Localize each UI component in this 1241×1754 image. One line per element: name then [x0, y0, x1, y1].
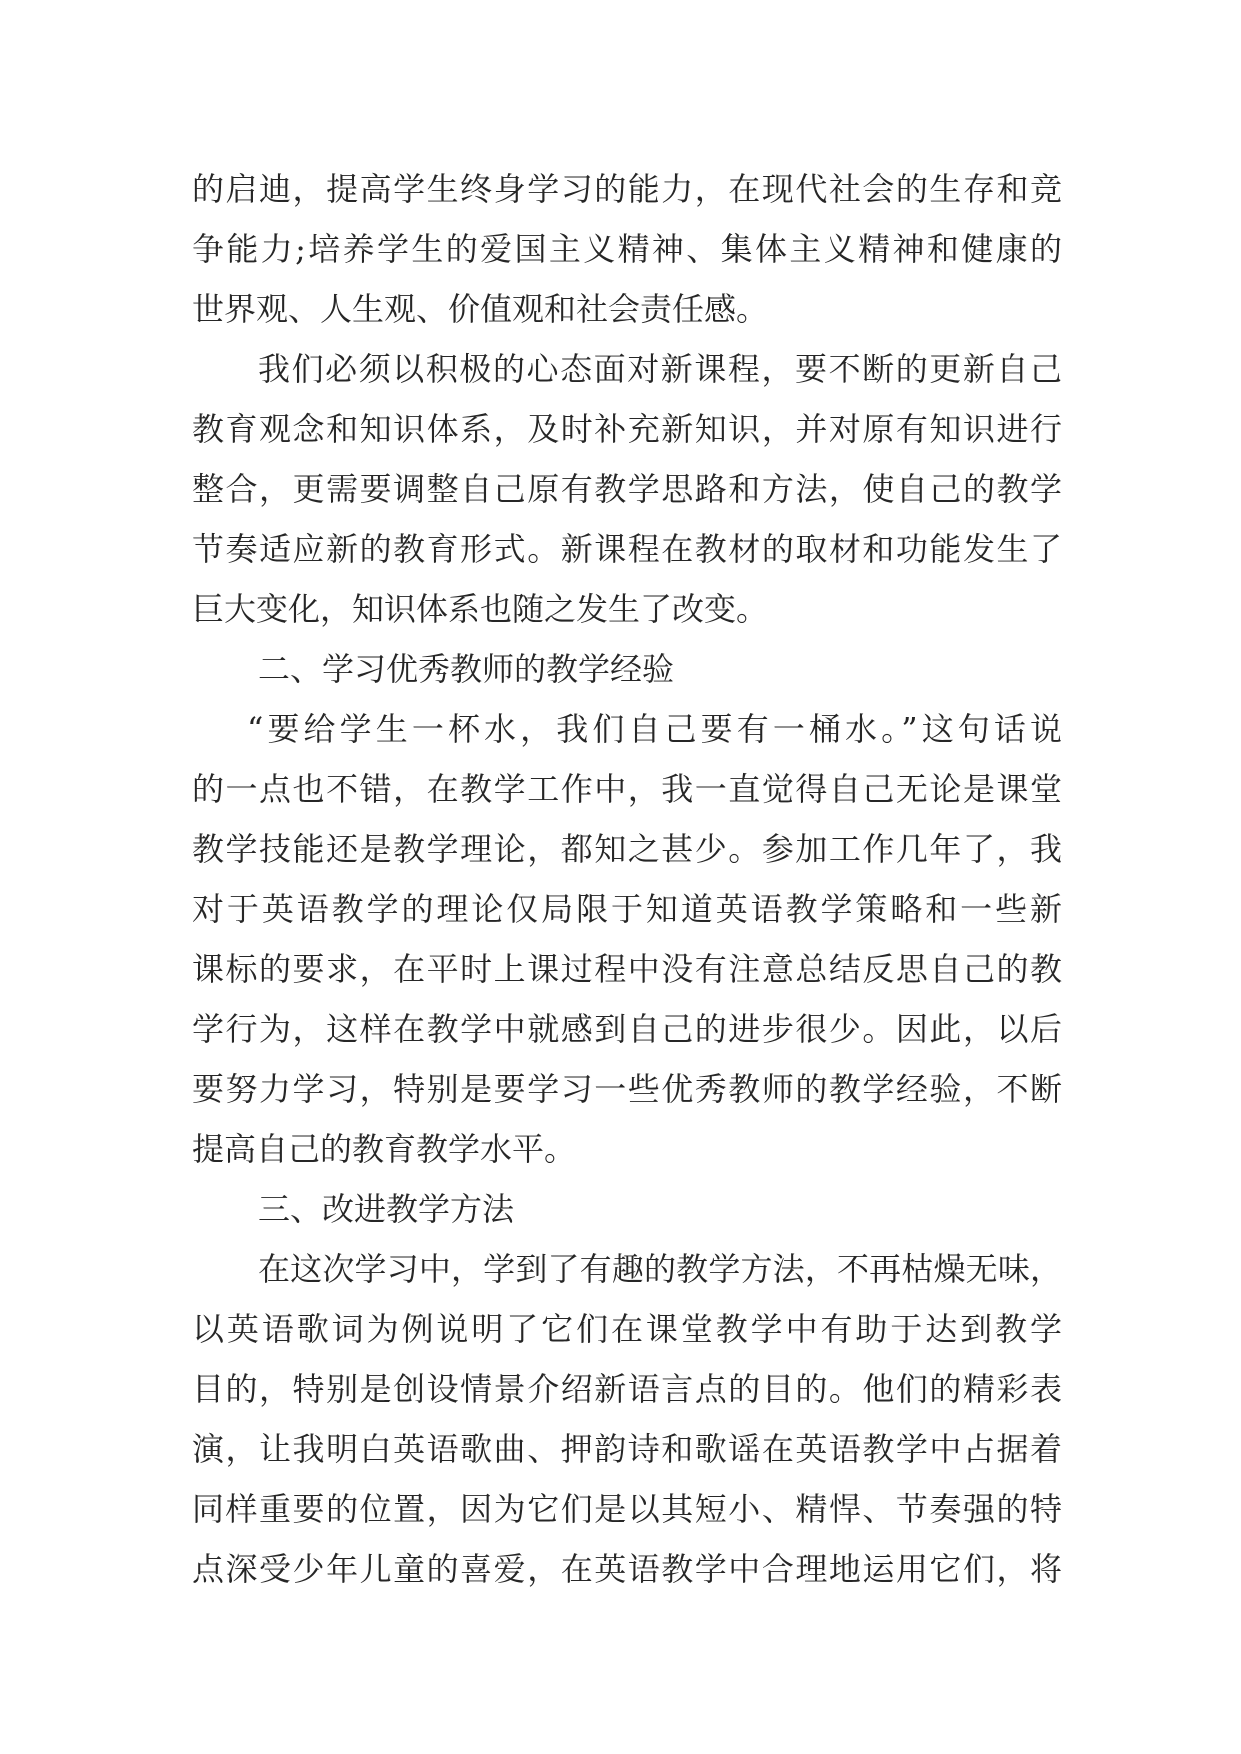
- text-line: 课标的要求，在平时上课过程中没有注意总结反思自己的教: [192, 950, 1062, 988]
- text-line: 教育观念和知识体系，及时补充新知识，并对原有知识进行: [192, 410, 1062, 448]
- section-heading: 二、学习优秀教师的教学经验: [258, 650, 675, 688]
- paragraph-first-line: 在这次学习中，学到了有趣的教学方法，不再枯燥无味，: [258, 1250, 1062, 1288]
- text-line: 学行为，这样在教学中就感到自己的进步很少。因此，以后: [192, 1010, 1062, 1048]
- text-line: 演，让我明白英语歌曲、押韵诗和歌谣在英语教学中占据着: [192, 1430, 1062, 1468]
- text-line: 节奏适应新的教育形式。新课程在教材的取材和功能发生了: [192, 530, 1062, 568]
- text-line: 提高自己的教育教学水平。: [192, 1130, 577, 1168]
- text-line: 的一点也不错，在教学工作中，我一直觉得自己无论是课堂: [192, 770, 1062, 808]
- text-line: 争能力;培养学生的爱国主义精神、集体主义精神和健康的: [192, 230, 1062, 268]
- text-line: 要努力学习，特别是要学习一些优秀教师的教学经验，不断: [192, 1070, 1062, 1108]
- text-line: 巨大变化，知识体系也随之发生了改变。: [192, 590, 769, 628]
- text-line: 世界观、人生观、价值观和社会责任感。: [192, 290, 769, 328]
- text-line: 整合，更需要调整自己原有教学思路和方法，使自己的教学: [192, 470, 1062, 508]
- text-line: 目的，特别是创设情景介绍新语言点的目的。他们的精彩表: [192, 1370, 1062, 1408]
- text-line: 对于英语教学的理论仅局限于知道英语教学策略和一些新: [192, 890, 1062, 928]
- text-line: 以英语歌词为例说明了它们在课堂教学中有助于达到教学: [192, 1310, 1062, 1348]
- paragraph-first-line: 我们必须以积极的心态面对新课程，要不断的更新自己: [258, 350, 1062, 388]
- section-heading: 三、改进教学方法: [258, 1190, 515, 1228]
- text-line: 教学技能还是教学理论，都知之甚少。参加工作几年了，我: [192, 830, 1062, 868]
- paragraph-first-line: “要给学生一杯水，我们自己要有一桶水。”这句话说: [247, 710, 1062, 748]
- text-line: 点深受少年儿童的喜爱，在英语教学中合理地运用它们，将: [192, 1550, 1062, 1588]
- text-line: 的启迪，提高学生终身学习的能力，在现代社会的生存和竞: [192, 170, 1062, 208]
- text-line: 同样重要的位置，因为它们是以其短小、精悍、节奏强的特: [192, 1490, 1062, 1528]
